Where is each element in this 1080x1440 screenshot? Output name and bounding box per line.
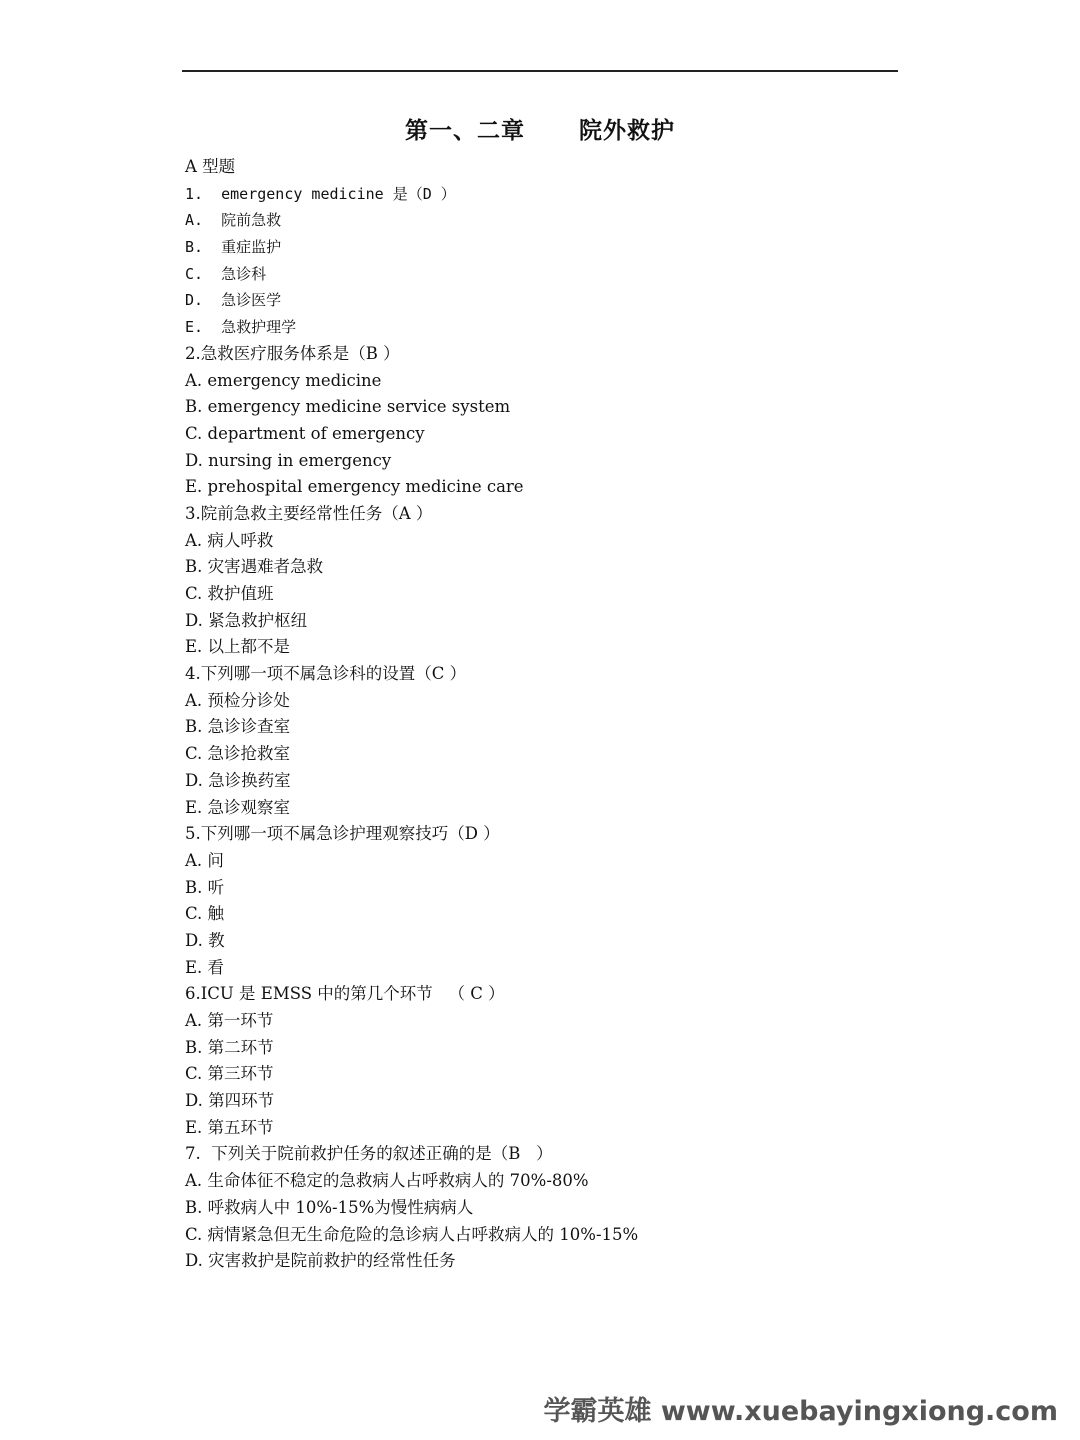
option: C. 急诊抢救室	[185, 744, 291, 764]
option: A. 生命体征不稳定的急救病人占呼救病人的 70%-80%	[185, 1171, 589, 1191]
page-title: 第一、二章 院外救护	[404, 117, 676, 144]
top-rule	[182, 70, 898, 72]
option: D. 灾害救护是院前救护的经常性任务	[185, 1251, 456, 1271]
option: B. 重症监护	[185, 238, 282, 257]
option: D. 急诊医学	[185, 291, 282, 310]
option: B. emergency medicine service system	[185, 397, 511, 417]
question-text: 4.下列哪一项不属急诊科的设置（C ）	[185, 664, 467, 684]
option: A. 病人呼救	[185, 530, 274, 550]
option: C. 病情紧急但无生命危险的急诊病人占呼救病人的 10%-15%	[185, 1224, 639, 1244]
option: B. 呼救病人中 10%-15%为慢性病病人	[185, 1197, 474, 1217]
option: C. 急诊科	[185, 264, 267, 283]
option: A. emergency medicine	[185, 370, 382, 390]
option: B. 灾害遇难者急救	[185, 557, 324, 577]
section-label: A 型题	[185, 157, 236, 176]
option: B. 第二环节	[185, 1037, 274, 1057]
watermark: 学霸英雄 www.xuebayingxiong.com	[543, 1396, 1058, 1427]
question-list	[185, 154, 905, 1275]
option: D. 第四环节	[185, 1091, 275, 1111]
option: E. prehospital emergency medicine care	[185, 477, 524, 497]
option: A. 问	[185, 850, 224, 870]
question-text: 2.急救医疗服务体系是（B ）	[185, 343, 400, 363]
question-text: 7. 下列关于院前救护任务的叙述正确的是（B ）	[185, 1144, 553, 1164]
option: A. 院前急救	[185, 211, 282, 230]
option: C. 第三环节	[185, 1064, 274, 1084]
option: E. 看	[185, 957, 225, 977]
option: C. 触	[185, 904, 225, 924]
option: E. 急诊观察室	[185, 797, 291, 817]
option: D. nursing in emergency	[185, 450, 392, 470]
option: B. 听	[185, 877, 225, 897]
question-text: 1. emergency medicine 是（D ）	[185, 184, 456, 203]
option: C. department of emergency	[185, 423, 425, 443]
question-text: 5.下列哪一项不属急诊护理观察技巧（D ）	[185, 824, 500, 844]
option: E. 第五环节	[185, 1117, 274, 1137]
option: C. 救护值班	[185, 584, 274, 603]
question-text: 3.院前急救主要经常性任务（A ）	[185, 503, 433, 523]
option: E. 以上都不是	[185, 637, 291, 657]
option: B. 急诊诊查室	[185, 717, 291, 737]
option: A. 预检分诊处	[185, 690, 290, 710]
option: A. 第一环节	[185, 1011, 274, 1030]
option: D. 急诊换药室	[185, 770, 291, 790]
option: D. 教	[185, 930, 225, 950]
option: E. 急救护理学	[185, 318, 297, 337]
question-text: 6.ICU 是 EMSS 中的第几个环节 （ C ）	[185, 984, 505, 1004]
option: D. 紧急救护枢纽	[185, 610, 308, 630]
